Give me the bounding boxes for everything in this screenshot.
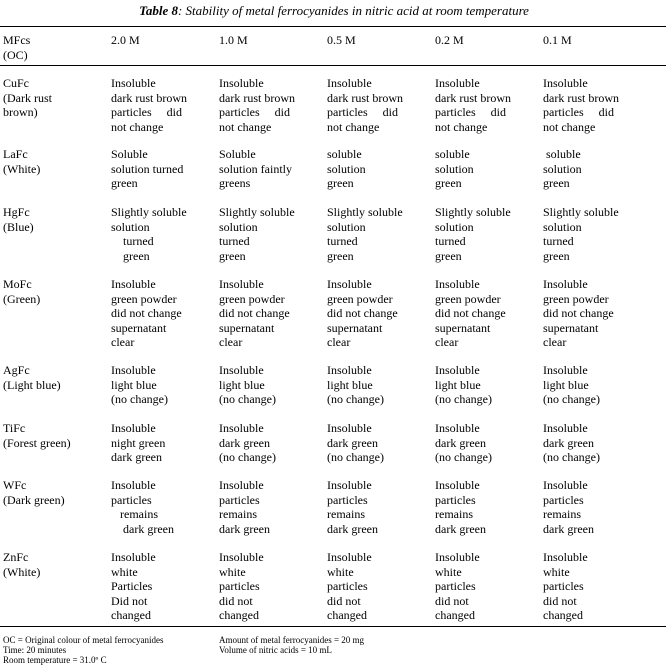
table-cell: Slightly soluble solution turned green [435,205,511,263]
table-cell: Insoluble green powder did not change supernatant clear [327,277,398,349]
table-cell: Soluble solution turned green [111,147,184,190]
table-cell: Insoluble green powder did not change supernatant clear [219,277,290,349]
header-mfcs [3,33,30,62]
table-cell: Insoluble dark rust brown particles did not change [219,76,295,134]
table-cell: soluble solution green [435,147,474,190]
table-row-label [3,277,40,306]
table-cell: Insoluble green powder did not change supernatant clear [543,277,614,349]
caption-label: Table 8 [139,3,178,18]
compound-colour: (Green) [3,291,41,306]
compound-name: MoFc [3,277,32,291]
header-oc-label: (OC) [3,47,28,62]
compound-colour: (Light blue) [3,377,61,392]
table-cell: Insoluble dark rust brown particles did not change [435,76,511,134]
header-mfcs-label: MFcs [3,33,31,47]
compound-colour: (White) [3,161,41,176]
header-concentration: 2.0 M [111,33,140,47]
table-cell: Insoluble dark green (no change) [543,421,600,464]
header-concentration: 0.2 M [435,33,464,47]
table-row-label [3,550,40,579]
table-cell: Slightly soluble solution turned green [219,205,295,263]
table-cell: Insoluble white particles did not changed [327,550,372,622]
table-cell: Insoluble dark green (no change) [435,421,492,464]
footnotes-right [219,635,364,655]
compound-colour: (Forest green) [3,435,71,450]
table-cell: Slightly soluble solution turned green [327,205,403,263]
table-cell: Slightly soluble solution turned green [111,205,187,263]
table-cell: Insoluble light blue (no change) [111,363,168,406]
table-cell: soluble solution green [543,147,582,190]
header-concentration: 0.5 M [327,33,356,47]
compound-name: AgFc [3,363,30,377]
footnotes-left [3,635,164,665]
table-row-label [3,147,40,176]
caption-text: : Stability of metal ferrocyanides in nitric acid at room temperature [177,3,529,18]
header-concentration: 1.0 M [219,33,248,47]
table-row-label [3,205,34,234]
table-row-label [3,363,61,392]
compound-name: TiFc [3,421,26,435]
table-cell: Insoluble light blue (no change) [435,363,492,406]
table-cell: Insoluble light blue (no change) [543,363,600,406]
table-cell: Insoluble green powder did not change supernatant clear [111,277,182,349]
table-cell: Insoluble white particles did not changed [435,550,480,622]
table-cell: Slightly soluble solution turned green [543,205,619,263]
table-cell: Insoluble dark green (no change) [327,421,384,464]
table-cell: Insoluble dark rust brown particles did not change [543,76,619,134]
table-cell: Insoluble light blue (no change) [327,363,384,406]
footnote-oc: OC = Original colour of metal ferrocyanides [3,635,164,645]
compound-name: LaFc [3,147,28,161]
compound-name: WFc [3,478,27,492]
table-cell: Insoluble dark rust brown particles did not change [111,76,187,134]
table-cell: Soluble solution faintly greens [219,147,292,190]
table-cell: Insoluble particles remains dark green [543,478,594,536]
compound-name: CuFc [3,76,30,90]
compound-colour: (White) [3,564,41,579]
table-cell: Insoluble particles remains dark green [219,478,270,536]
table-cell: Insoluble white Particles Did not changed [111,550,156,622]
table-row-label [3,421,71,450]
compound-name: HgFc [3,205,30,219]
compound-name: ZnFc [3,550,29,564]
table-cell: Insoluble light blue (no change) [219,363,276,406]
table-cell: Insoluble night green dark green [111,421,166,464]
footnote-time: Time: 20 minutes [3,645,67,655]
footnote-volume: Volume of nitric acids = 10 mL [219,645,332,655]
compound-colour: (Blue) [3,219,34,234]
table-cell: Insoluble particles remains dark green [111,478,174,536]
table-cell: Insoluble white particles did not changed [219,550,264,622]
table-cell: Insoluble dark green (no change) [219,421,276,464]
table-cell: Insoluble white particles did not changed [543,550,588,622]
table-cell: Insoluble green powder did not change supernatant clear [435,277,506,349]
table-row-label [3,478,65,507]
table-cell: Insoluble particles remains dark green [435,478,486,536]
table-cell: Insoluble particles remains dark green [327,478,378,536]
header-concentration: 0.1 M [543,33,572,47]
compound-colour: (Dark green) [3,492,65,507]
table-row-label [3,76,52,120]
table-cell: soluble solution green [327,147,366,190]
compound-colour: (Dark rust brown) [3,90,52,119]
footnote-amount: Amount of metal ferrocyanides = 20 mg [219,635,365,645]
footnote-temperature: Room temperature = 31.0º C [3,655,107,665]
table-cell: Insoluble dark rust brown particles did not change [327,76,403,134]
